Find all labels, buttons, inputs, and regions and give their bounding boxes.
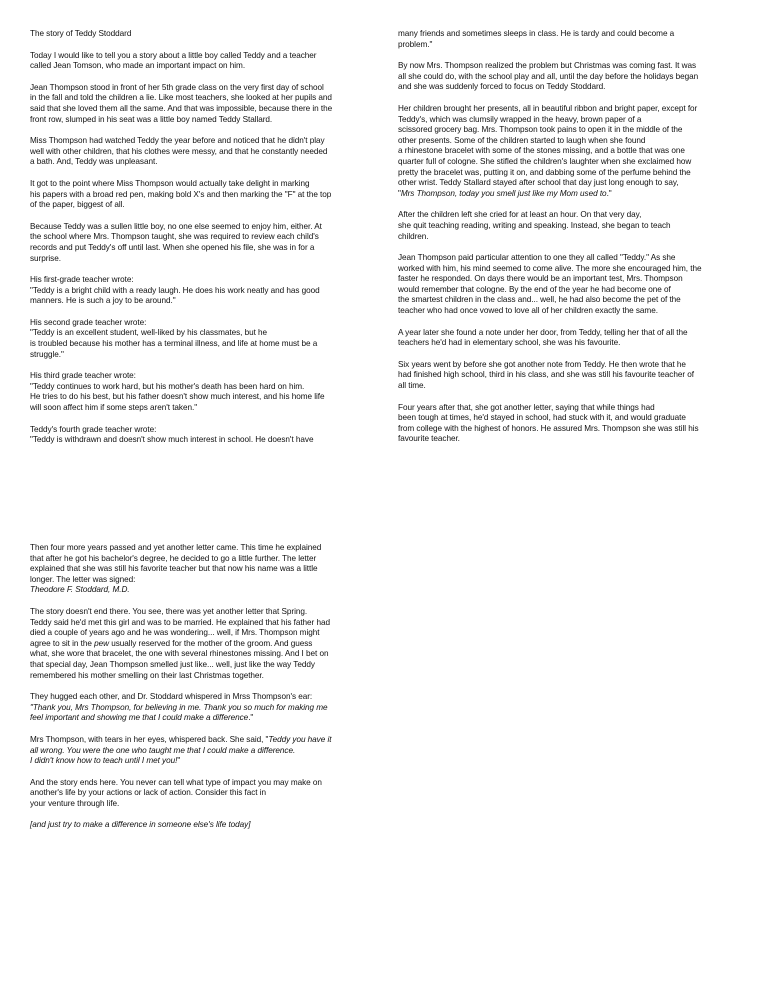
text-line: Jean Thompson paid particular attention to one they all called "Teddy." As she <box>398 253 676 263</box>
text-line: that special day, Jean Thompson smelled just like... well, just like the way Teddy <box>30 659 315 669</box>
wedding-lines-a <box>30 607 330 637</box>
right-top-paragraph <box>398 328 738 349</box>
reply-quote-close: " <box>177 756 181 766</box>
quote-open: " <box>398 188 401 198</box>
text-line: what, she wore that bracelet, the one with several rhinestones missing. And I bet on <box>30 649 329 659</box>
story-title: The story of Teddy Stoddard <box>30 29 132 38</box>
text-line: been tough at times, he'd stayed in school, had stuck with it, and would graduate <box>398 413 686 423</box>
text-line: A year later she found a note under her door, from Teddy, telling her that of all the <box>398 327 688 337</box>
text-line: problem." <box>398 39 433 49</box>
right-top-paragraph <box>398 210 738 242</box>
text-line: Because Teddy was a sullen little boy, no one else seemed to enjoy him, either. At <box>30 221 322 231</box>
text-line: of the paper, biggest of all. <box>30 200 125 210</box>
text-line: that after he got his bachelor's degree, he decided to go a little further. The letter <box>30 553 317 563</box>
text-line: By now Mrs. Thompson realized the problem but Christmas was coming fast. It was <box>398 61 697 71</box>
right-top-paragraph <box>398 29 738 50</box>
text-line: surprise. <box>30 253 61 263</box>
quote-close: ." <box>606 188 612 198</box>
text-line: called Jean Tomson, who made an important impact on him. <box>30 61 246 71</box>
text-line: remembered his mother smelling on their last Christmas together. <box>30 670 264 680</box>
text-line: His first-grade teacher wrote: <box>30 275 134 285</box>
text-line: other presents. Some of the children started to laugh when she found <box>398 135 646 145</box>
text-line: will soon affect him if some steps aren't taken." <box>30 403 198 413</box>
paragraph-ending <box>30 778 370 810</box>
right-top-paragraph <box>398 360 738 392</box>
text-line: front row, slumped in his seat was a little boy named Teddy Stallard. <box>30 114 273 124</box>
text-line: His third grade teacher wrote: <box>30 371 136 381</box>
text-line: "Teddy is an excellent student, well-liked by his classmates, but he <box>30 328 268 338</box>
text-line: Today I would like to tell you a story about a little boy called Teddy and a teacher <box>30 50 317 60</box>
paragraph-four-years <box>30 543 370 596</box>
text-line: longer. The letter was signed: <box>30 574 136 584</box>
text-line: "Teddy is withdrawn and doesn't show much interest in school. He doesn't have <box>30 435 314 445</box>
reply-start: Mrs Thompson, with tears in her eyes, whispered back. She said, " <box>30 734 269 744</box>
text-line: I didn't know how to teach until I met you! <box>30 756 178 766</box>
text-line: all wrong. You were the one who taught me that I could make a difference. <box>30 745 296 755</box>
reply-quote-start: Teddy you have it <box>268 734 332 744</box>
text-line: pretty the bracelet was, putting it on, and dabbing some of the perfume behind the <box>398 167 691 177</box>
text-line: Jean Thompson stood in front of her 5th grade class on the very first day of school <box>30 82 324 92</box>
text-line: favourite teacher. <box>398 434 460 444</box>
text-line: Teddy's fourth grade teacher wrote: <box>30 424 157 434</box>
text-line: Teddy's, which was clumsily wrapped in the heavy, brown paper of a <box>398 114 642 124</box>
text-line: Teddy said he'd met this girl and was to be married. He explained that his father had <box>30 617 330 627</box>
right-top-paragraph <box>398 104 738 199</box>
paragraph-reply <box>30 735 370 767</box>
text-line: Four years after that, she got another letter, saying that while things had <box>398 402 655 412</box>
text-line: records and put Teddy's off until last. When she opened his file, she was in for a <box>30 242 315 252</box>
text-line: "Thank you, Mrs Thompson, for believing in me. Thank you so much for making me <box>30 702 328 712</box>
paragraph-wedding <box>30 607 370 681</box>
hug-quote-close: ." <box>248 713 254 723</box>
text-line: is troubled because his mother has a terminal illness, and life at home must be a <box>30 339 318 349</box>
text-line: teacher who had once vowed to love all of her children exactly the same. <box>398 306 658 316</box>
text-line: Miss Thompson had watched Teddy the year before and noticed that he didn't play <box>30 136 325 146</box>
text-line: other wrist. Teddy Stallard stayed after school that day just long enough to say, <box>398 178 679 188</box>
text-line: died a couple of years ago and he was wondering... well, if Mrs. Thompson might <box>30 628 320 638</box>
text-line: she quit teaching reading, writing and speaking. Instead, she began to teach <box>398 220 671 230</box>
text-line: quarter full of cologne. She stifled the children's laughter when she exclaimed how <box>398 156 692 166</box>
text-line: explained that she was still his favorite teacher but that now his name was a little <box>30 564 318 574</box>
text-line: well with other children, that his clothes were messy, and that he constantly needed <box>30 146 328 156</box>
text-line: and she was suddenly forced to focus on Teddy Stoddard. <box>398 82 606 92</box>
wedding-text: agree to sit in the <box>30 638 95 648</box>
text-line: another's life by your actions or lack of action. Consider this fact in <box>30 788 267 798</box>
text-line: manners. He is such a joy to be around." <box>30 296 176 306</box>
text-line: Then four more years passed and yet another letter came. This time he explained <box>30 543 322 552</box>
signature: Theodore F. Stoddard, M.D. <box>30 585 130 595</box>
text-line: struggle." <box>30 349 64 359</box>
text-line: Six years went by before she got another note from Teddy. He then wrote that he <box>398 359 686 369</box>
text-line: worked with him, his mind seemed to come alive. The more she encouraged him, the <box>398 263 702 273</box>
text-line: It got to the point where Miss Thompson would actually take delight in marking <box>30 178 310 188</box>
text-line: all time. <box>398 381 426 391</box>
right-top-paragraphs <box>398 29 738 445</box>
left-top-paragraph <box>30 275 370 307</box>
text-line: "Teddy is a bright child with a ready laugh. He does his work neatly and has good <box>30 285 320 295</box>
left-top-paragraph <box>30 222 370 264</box>
text-line: "Teddy continues to work hard, but his mother's death has been hard on him. <box>30 381 305 391</box>
text-line: After the children left she cried for at least an hour. On that very day, <box>398 210 642 220</box>
left-top-paragraph <box>30 83 370 125</box>
wedding-text-after: usually reserved for the mother of the groom. And guess <box>108 638 313 648</box>
left-top-paragraph <box>30 51 370 72</box>
pew-word: pew <box>94 638 109 648</box>
text-line: His second grade teacher wrote: <box>30 317 147 327</box>
hug-line: They hugged each other, and Dr. Stoddard whispered in Mrss Thompson's ear: <box>30 692 313 702</box>
left-top-paragraphs <box>30 51 370 446</box>
text-line: faster he responded. On days there would be an important test, Mrs. Thompson <box>398 274 683 284</box>
text-line: feel important and showing me that I could make a difference <box>30 713 249 723</box>
page-column-left-bottom <box>30 543 370 842</box>
text-line: his papers with a broad red pen, making bold X's and then marking the "F" at the top <box>30 189 332 199</box>
right-top-paragraph <box>398 61 738 93</box>
reply-quote <box>30 746 295 766</box>
hug-quote <box>30 703 328 723</box>
text-line: your venture through life. <box>30 798 120 808</box>
text-line: from college with the highest of honors. He assured Mrs. Thompson she was still his <box>398 423 699 433</box>
text-line: had finished high school, third in his class, and she was still his favourite teacher of <box>398 370 694 380</box>
four-years-lines <box>30 543 321 584</box>
page-column-left-top <box>30 29 370 457</box>
text-line: He tries to do his best, but his father doesn't show much interest, and his home life <box>30 392 325 402</box>
text-line: in the fall and told the children a lie. Like most teachers, she looked at her pupils and <box>30 93 332 103</box>
text-line: the smartest children in the class and... well, he had also become the pet of the <box>398 295 681 305</box>
text-line: children. <box>398 231 429 241</box>
left-top-paragraph <box>30 136 370 168</box>
paragraph-hug <box>30 692 370 724</box>
left-top-paragraph <box>30 371 370 413</box>
text-line: Her children brought her presents, all in beautiful ribbon and bright paper, except for <box>398 103 698 113</box>
page-column-right-top <box>398 29 738 456</box>
right-top-paragraph <box>398 403 738 445</box>
left-top-paragraph <box>30 425 370 446</box>
closing-line: [and just try to make a difference in someone else's life today] <box>30 820 251 830</box>
text-line: a rhinestone bracelet with some of the stones missing, and a bottle that was one <box>398 146 685 156</box>
text-line: all she could do, with the school play and all, until the day before the holidays began <box>398 71 699 81</box>
text-line: the school where Mrs. Thompson taught, she was required to review each child's <box>30 232 319 242</box>
text-line: The story doesn't end there. You see, there was yet another letter that Spring. <box>30 606 308 616</box>
left-top-paragraph <box>30 179 370 211</box>
text-line: teachers he'd had in elementary school, she was his favourite. <box>398 338 621 348</box>
ending-lines <box>30 778 322 808</box>
right-top-paragraph <box>398 253 738 317</box>
mom-quote: Mrs Thompson, today you smell just like my Mom used to <box>400 188 607 198</box>
wedding-lines-b <box>30 649 328 679</box>
text-line: many friends and sometimes sleeps in class. He is tardy and could become a <box>398 29 675 38</box>
text-line: And the story ends here. You never can tell what type of impact you may make on <box>30 777 322 787</box>
text-line: would remember that cologne. By the end of the year he had become one of <box>398 284 671 294</box>
text-line: said that she loved them all the same. And that was impossible, because there in the <box>30 103 333 113</box>
left-top-paragraph <box>30 318 370 360</box>
text-line: a bath. And, Teddy was unpleasant. <box>30 157 158 167</box>
text-line: scissored grocery bag. Mrs. Thompson took pains to open it in the middle of the <box>398 125 683 135</box>
